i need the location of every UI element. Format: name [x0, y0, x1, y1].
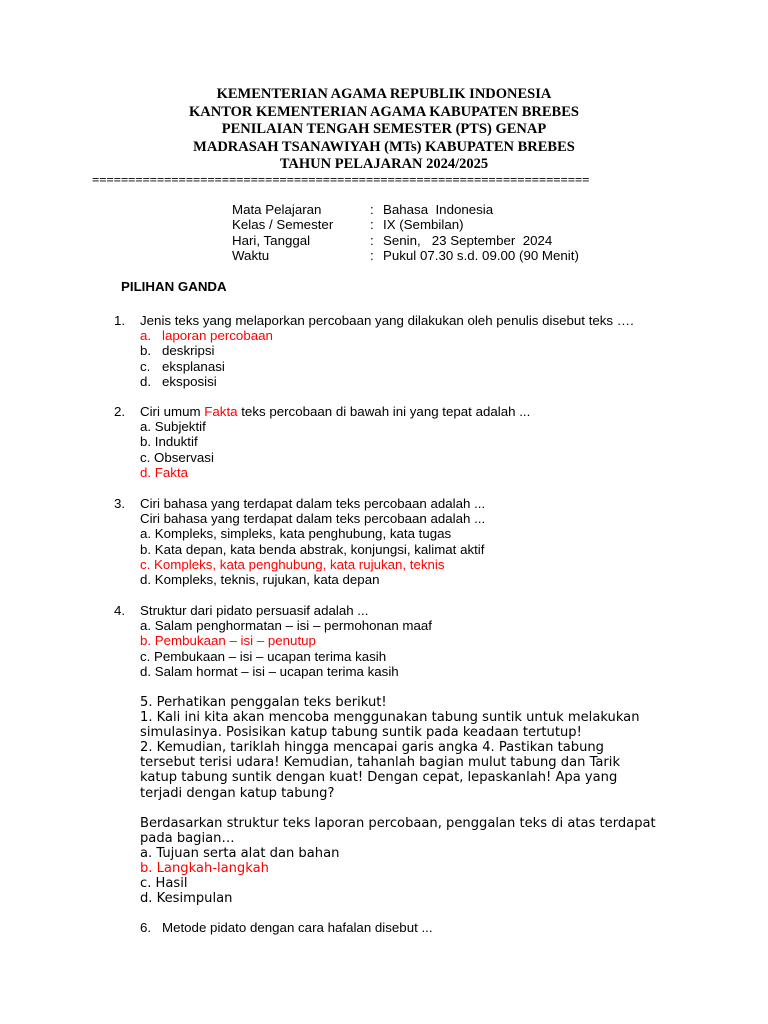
question-text: Metode pidato dengan cara hafalan disebut ...	[162, 920, 433, 935]
question-number: 2.	[114, 404, 126, 419]
option-letter: c.	[140, 358, 151, 374]
option-a: a. Kompleks, simpleks, kata penghubung, kata tugas	[140, 526, 452, 542]
option-b-answer: b. Langkah-langkah	[140, 860, 269, 876]
header-line-1: KEMENTERIAN AGAMA REPUBLIK INDONESIA	[216, 86, 552, 102]
question-line: Berdasarkan struktur teks laporan percobaan, penggalan teks di atas terdapat	[140, 815, 656, 831]
header-line-5: TAHUN PELAJARAN 2024/2025	[279, 156, 489, 173]
passage-line: 1. Kali ini kita akan mencoba menggunakan tabung suntik untuk melakukan	[140, 710, 640, 726]
option-c: c. Observasi	[140, 449, 214, 465]
info-colon: :	[370, 217, 374, 233]
option-letter: a.	[140, 328, 152, 344]
question-3	[114, 496, 485, 587]
option-text: eksplanasi	[162, 358, 225, 374]
question-line: pada bagian…	[140, 830, 235, 846]
option-b: b. Induktif	[140, 434, 198, 450]
info-label: Kelas / Semester	[232, 217, 334, 233]
option-d: d. Salam hormat – isi – ucapan terima kasih	[140, 663, 399, 679]
question-4	[114, 603, 432, 679]
info-value: IX (Sembilan)	[383, 217, 464, 233]
passage-line: 2. Kemudian, tariklah hingga mencapai garis angka 4. Pastikan tabung	[140, 740, 604, 756]
document-header	[0, 86, 768, 174]
option-c	[140, 359, 634, 374]
passage-line: simulasinya. Posisikan katup tabung suntik pada keadaan tertutup!	[140, 725, 582, 741]
option-letter: b.	[140, 343, 152, 359]
info-label: Waktu	[232, 248, 270, 264]
header-line-2: KANTOR KEMENTERIAN AGAMA KABUPATEN BREBES	[189, 103, 579, 120]
question-text-highlight: Fakta	[204, 404, 238, 419]
question-text: Jenis teks yang melaporkan percobaan yang dilakukan oleh penulis disebut teks ….	[140, 313, 634, 328]
option-c-answer: c. Kompleks, kata penghubung, kata rujukan, teknis	[140, 556, 445, 572]
question-text: Ciri bahasa yang terdapat dalam teks percobaan adalah ...	[140, 496, 486, 511]
option-d: d. Kompleks, teknis, rujukan, kata depan	[140, 572, 380, 588]
question-5-title: 5. Perhatikan penggalan teks berikut!	[140, 695, 387, 710]
info-value: Pukul 07.30 s.d. 09.00 (90 Menit)	[383, 248, 579, 264]
option-text: deskripsi	[162, 343, 215, 359]
passage-line: katup tabung suntik dengan kuat! Dengan cepat, lepaskanlah! Apa yang	[140, 770, 618, 786]
info-value: Senin, 23 September 2024	[383, 232, 553, 248]
section-title: PILIHAN GANDA	[121, 279, 227, 294]
question-2	[114, 404, 530, 480]
info-colon: :	[370, 232, 374, 248]
header-line-3: PENILAIAN TENGAH SEMESTER (PTS) GENAP	[221, 121, 547, 138]
info-label: Hari, Tanggal	[232, 232, 311, 248]
question-text: Struktur dari pidato persuasif adalah ...	[140, 603, 369, 618]
question-5	[140, 695, 656, 906]
option-a: a. Tujuan serta alat dan bahan	[140, 845, 340, 861]
spacer	[140, 801, 656, 816]
question-6	[140, 920, 433, 935]
option-c: c. Pembukaan – isi – ucapan terima kasih	[140, 648, 387, 664]
option-d: d. Kesimpulan	[140, 891, 233, 907]
header-divider: =====================================================================	[92, 172, 590, 187]
option-a: a. Subjektif	[140, 419, 206, 435]
question-1	[114, 313, 634, 389]
question-text-before: Ciri umum	[140, 404, 205, 419]
option-b	[140, 343, 634, 358]
header-line-4: MADRASAH TSANAWIYAH (MTs) KABUPATEN BREBES	[193, 138, 575, 155]
option-b: b. Kata depan, kata benda abstrak, konjungsi, kalimat aktif	[140, 541, 485, 557]
question-number: 6.	[140, 920, 152, 935]
question-number: 3.	[114, 496, 126, 511]
passage-line: tersebut terisi udara! Kemudian, tahanlah bagian mulut tabung dan Tarik	[140, 755, 621, 771]
option-d-answer: d. Fakta	[140, 464, 189, 480]
option-letter: d.	[140, 373, 152, 389]
option-c: c. Hasil	[140, 876, 188, 892]
option-a: a. Salam penghormatan – isi – permohonan maaf	[140, 618, 432, 634]
info-value: Bahasa Indonesia	[383, 202, 494, 217]
info-label: Mata Pelajaran	[232, 202, 322, 217]
question-number: 1.	[114, 313, 126, 328]
question-text-after: teks percobaan di bawah ini yang tepat adalah ...	[237, 404, 531, 419]
passage-line: terjadi dengan katup tabung?	[140, 785, 335, 801]
option-text: eksposisi	[162, 373, 217, 389]
option-b-answer: b. Pembukaan – isi – penutup	[140, 633, 316, 649]
info-colon: :	[370, 248, 374, 264]
question-number: 4.	[114, 603, 126, 618]
option-a-answer	[140, 328, 634, 343]
option-text: laporan percobaan	[162, 328, 273, 344]
option-d	[140, 374, 634, 389]
info-colon: :	[370, 202, 374, 217]
question-text-repeat: Ciri bahasa yang terdapat dalam teks percobaan adalah ...	[140, 511, 486, 527]
